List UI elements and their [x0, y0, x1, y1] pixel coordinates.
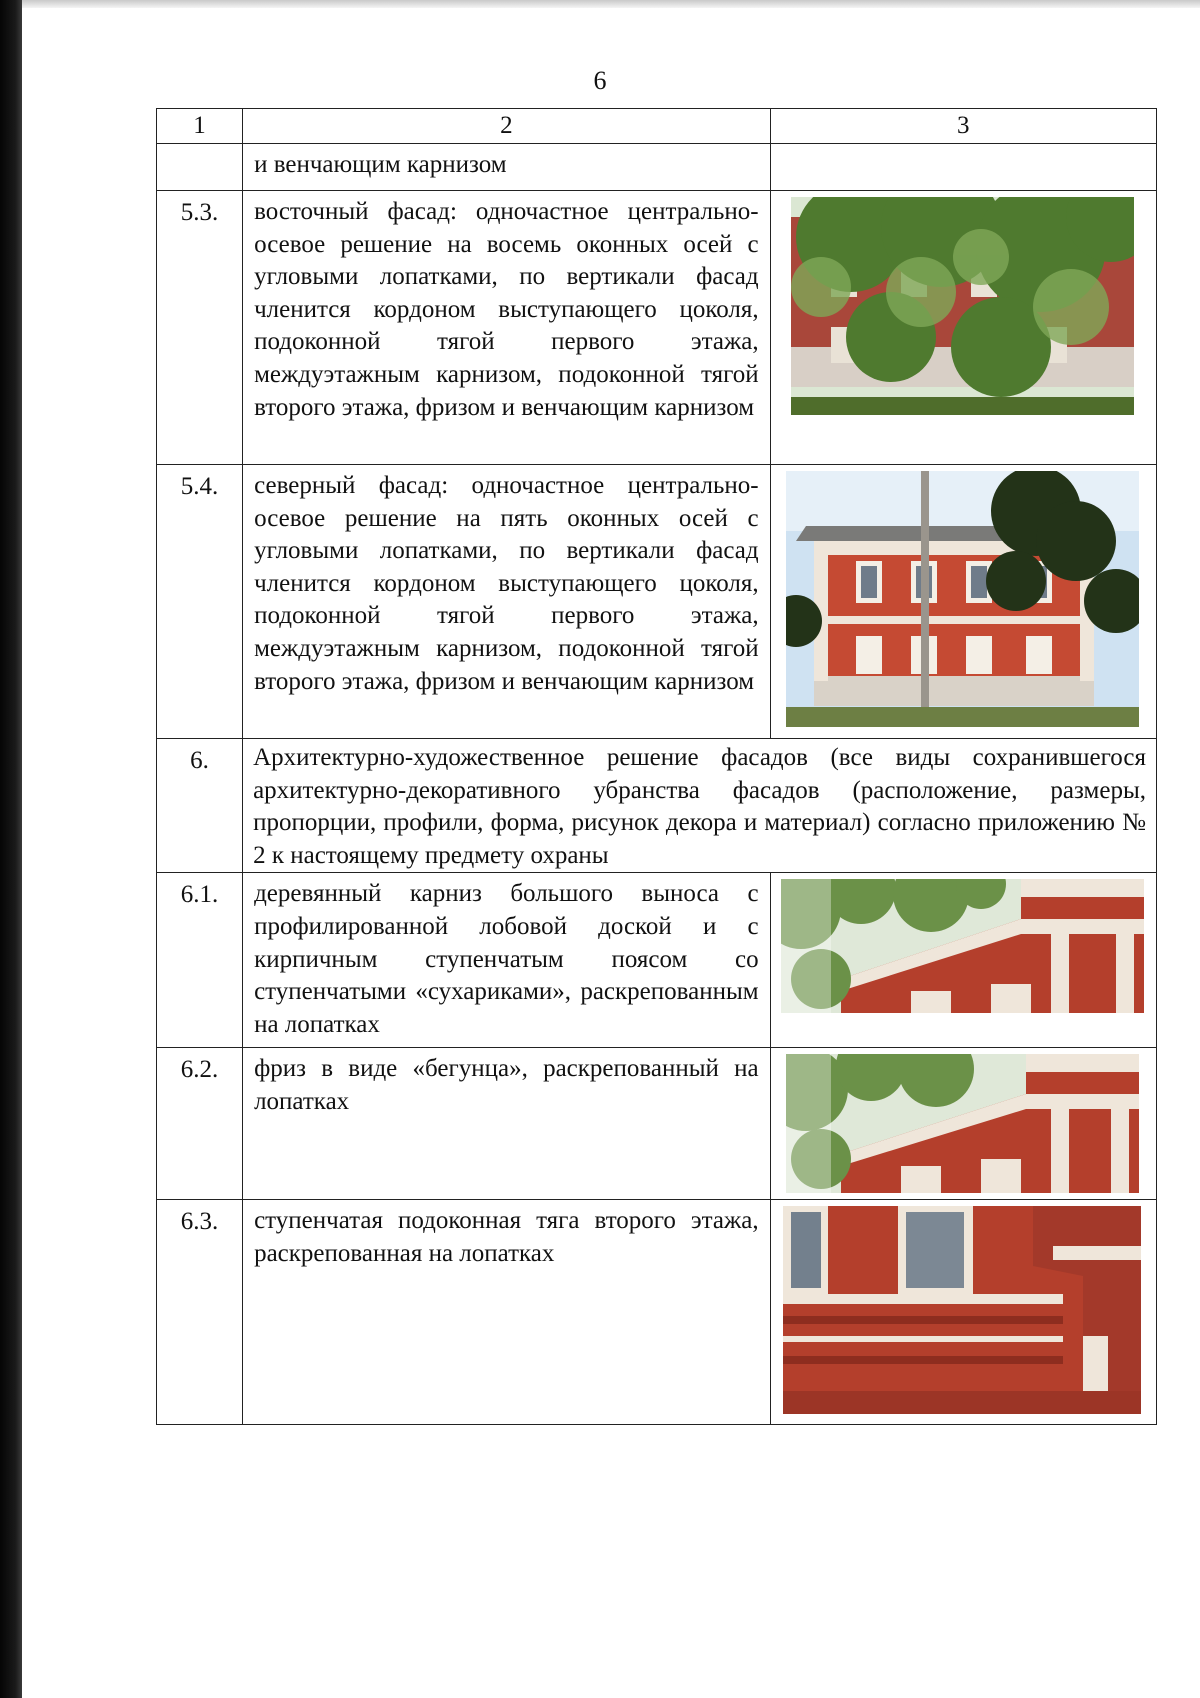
table-row: [157, 465, 1157, 739]
row-photo-cell: [770, 144, 1156, 191]
row-text: восточный фасад: одночастное центрально-осевое решение на восемь оконных осей с угловыми лопатками, по вертикали фасад членится кордоном выступающего цоколя, подоконной тягой первого этажа, междуэтажным карнизом, подоконной тягой второго этажа, фризом и венчающим карнизом: [243, 191, 771, 465]
sill-photo: [783, 1206, 1141, 1414]
table-row: [157, 739, 1157, 873]
row-text: фриз в виде «бегунца», раскрепованный на лопатках: [243, 1048, 771, 1200]
row-photo-cell: [770, 191, 1156, 465]
row-number: 6.1.: [157, 873, 243, 1048]
row-number: 6.3.: [157, 1200, 243, 1425]
cornice-photo: [781, 879, 1144, 1013]
east-facade-photo: [791, 197, 1134, 415]
scan-border-left: [0, 0, 22, 1698]
row-text: и венчающим карнизом: [243, 144, 771, 191]
row-number: 5.3.: [157, 191, 243, 465]
row-text: деревянный карниз большого выноса с профилированной лобовой доской и с кирпичным ступенчатым поясом со ступенчатыми «сухариками», раскрепованным на лопатках: [243, 873, 771, 1048]
row-number: 6.2.: [157, 1048, 243, 1200]
row-photo-cell: [770, 465, 1156, 739]
table-row: [157, 873, 1157, 1048]
scan-border-top: [22, 0, 1200, 8]
protection-subject-table: [156, 108, 1157, 1425]
row-text: ступенчатая подоконная тяга второго этажа, раскрепованная на лопатках: [243, 1200, 771, 1425]
row-number: [157, 144, 243, 191]
row-text: северный фасад: одночастное центрально-осевое решение на пять оконных осей с угловыми лопатками, по вертикали фасад членится кордоном выступающего цоколя, подоконной тягой первого этажа, междуэтажным карнизом, подоконной тягой второго этажа, фризом и венчающим карнизом: [243, 465, 771, 739]
row-text: Архитектурно-художественное решение фасадов (все виды сохранившегося архитектурно-декоративного убранства фасадов (расположение, размеры, пропорции, профили, форма, рисунок декора и материал) согласно приложению № 2 к настоящему предмету охраны: [243, 739, 1157, 873]
row-photo-cell: [770, 1200, 1156, 1425]
row-photo-cell: [770, 1048, 1156, 1200]
row-photo-cell: [770, 873, 1156, 1048]
row-number: 5.4.: [157, 465, 243, 739]
north-facade-photo: [786, 471, 1139, 727]
table-row: [157, 144, 1157, 191]
table-header-row: [157, 109, 1157, 144]
header-col-1: 1: [157, 109, 243, 144]
table-row: [157, 1200, 1157, 1425]
table-row: [157, 191, 1157, 465]
header-col-2: 2: [243, 109, 771, 144]
row-number: 6.: [157, 739, 243, 873]
frieze-photo: [786, 1054, 1139, 1193]
table-row: [157, 1048, 1157, 1200]
header-col-3: 3: [770, 109, 1156, 144]
page-number: 6: [593, 66, 607, 95]
